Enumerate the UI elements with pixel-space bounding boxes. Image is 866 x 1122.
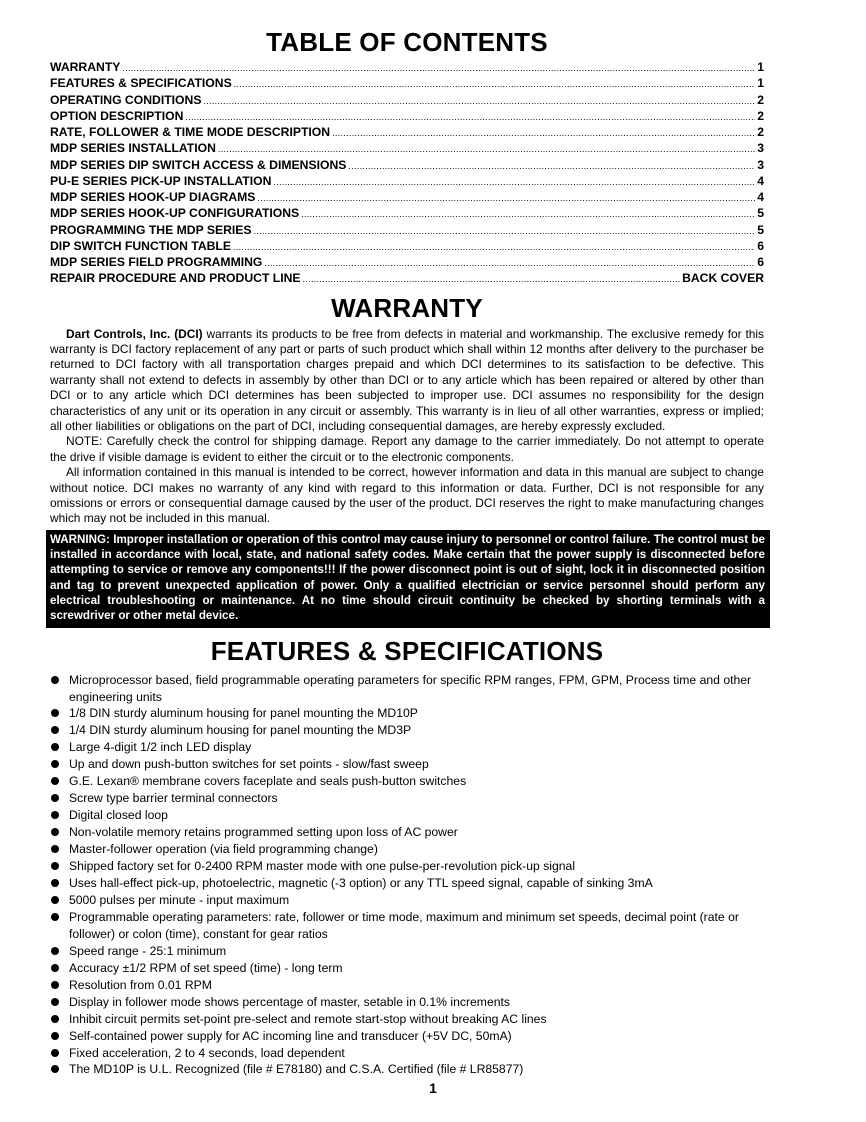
toc-entry-label: MDP SERIES HOOK-UP CONFIGURATIONS [50, 206, 300, 221]
bullet-icon [51, 760, 59, 768]
feature-item [50, 858, 764, 875]
feature-text: Microprocessor based, field programmable operating parameters for specific RPM ranges, FPM, GPM, Process time and other engineering units [69, 672, 752, 704]
feature-text: Master-follower operation (via field programming change) [69, 842, 378, 857]
feature-text: Shipped factory set for 0-2400 RPM master mode with one pulse-per-revolution pick-up signal [69, 859, 576, 874]
toc-leader-dots [218, 142, 755, 157]
toc-entry-label: MDP SERIES HOOK-UP DIAGRAMS [50, 190, 256, 204]
toc-leader-dots [122, 61, 755, 76]
bullet-icon [51, 811, 59, 819]
toc-entry-page: 5 [757, 206, 764, 221]
warranty-paragraph [50, 327, 764, 435]
toc-leader-dots [303, 272, 681, 287]
toc-entry [50, 174, 764, 190]
feature-item [50, 994, 764, 1011]
feature-item [50, 1045, 764, 1062]
bullet-icon [51, 1032, 59, 1040]
feature-text: G.E. Lexan® membrane covers faceplate and seals push-button switches [69, 774, 467, 789]
toc-leader-dots [233, 240, 755, 255]
bullet-icon [51, 1015, 59, 1023]
toc-entry-label: FEATURES & SPECIFICATIONS [50, 76, 232, 91]
toc-entry-label: PROGRAMMING THE MDP SERIES [50, 222, 252, 237]
feature-item [50, 807, 764, 824]
toc-entry-page: 2 [757, 92, 764, 107]
feature-item [50, 790, 764, 807]
bullet-icon [51, 964, 59, 972]
bullet-icon [51, 1065, 59, 1073]
toc-entry [50, 206, 764, 222]
feature-text: Fixed acceleration, 2 to 4 seconds, load dependent [69, 1045, 345, 1060]
warranty-title: WARRANTY [331, 292, 483, 323]
toc-entry-label: RATE, FOLLOWER & TIME MODE DESCRIPTION [50, 125, 331, 139]
toc-entry [50, 223, 764, 239]
toc-entry-page: 1 [757, 76, 764, 91]
feature-item [50, 773, 764, 790]
document-page [50, 26, 764, 1078]
feature-text: Speed range - 25:1 minimum [69, 943, 227, 958]
bullet-icon [51, 777, 59, 785]
feature-text: Up and down push-button switches for set points - slow/fast sweep [69, 757, 429, 772]
bullet-icon [51, 998, 59, 1006]
company-name: Dart Controls, Inc. (DCI) [66, 326, 203, 341]
bullet-icon [51, 828, 59, 836]
bullet-icon [51, 845, 59, 853]
toc-leader-dots [301, 207, 755, 222]
bullet-icon [51, 676, 59, 684]
toc-entry-page: 2 [757, 108, 764, 123]
feature-text: Uses hall-effect pick-up, photoelectric, magnetic (-3 option) or any TTL speed signal, capable of sinking 3mA [69, 876, 653, 890]
bullet-icon [51, 726, 59, 734]
toc-entry [50, 93, 764, 109]
toc-entry [50, 190, 764, 206]
bullet-icon [51, 913, 59, 921]
feature-text: Digital closed loop [69, 808, 168, 823]
toc-entry-page: 4 [757, 190, 764, 204]
toc-entry-label: REPAIR PROCEDURE AND PRODUCT LINE [50, 271, 301, 286]
toc-entry [50, 255, 764, 271]
toc-entry [50, 125, 764, 141]
toc-entry [50, 141, 764, 157]
toc-entry-page: BACK COVER [682, 271, 764, 286]
feature-item [50, 705, 764, 722]
page-number: 1 [429, 1080, 437, 1096]
toc-leader-dots [185, 110, 755, 125]
toc-leader-dots [348, 159, 755, 174]
feature-text: Programmable operating parameters: rate, follower or time mode, maximum and minimum set speeds, decimal point (rate or follower) or colon (time), constant for gear ratios [69, 909, 739, 941]
toc-leader-dots [234, 77, 756, 92]
warranty-text: warrants its products to be free from defects in material and workmanship. The exclusive remedy for this warranty is DCI factory replacement of any part or parts of such product which shall within 12 months after delivery to the purchaser be returned to DCI factory with all transportation charges prepaid and which DCI determines to its satisfaction to be defective. This warranty shall not extend to defects in assembly by other than DCI or to any article which has been repaired or altered by other than DCI or to any article which DCI determines has been subjected to improper use. DCI assumes no responsibility for the design characteristics of any unit or its operation in any circuit or assembly. This warranty is in lieu of all other warranties, express or implied; all other liabilities or obligations on the part of DCI, including consequential damages, are hereby expressly excluded. [50, 326, 764, 433]
feature-text: Accuracy ±1/2 RPM of set speed (time) - long term [69, 960, 343, 975]
bullet-icon [51, 896, 59, 904]
toc-entry-page: 6 [757, 255, 764, 269]
bullet-icon [51, 794, 59, 802]
toc-entry-label: MDP SERIES INSTALLATION [50, 141, 216, 156]
disclaimer-paragraph: All information contained in this manual is intended to be correct, however information and data in this manual are subject to change without notice. DCI makes no warranty of any kind with regard to this information or data. Further, DCI is not responsible for any omissions or errors or consequential damage caused by the user of the product. DCI reserves the right to make manufacturing changes which may not be included in this manual. [50, 465, 764, 526]
feature-text: Large 4-digit 1/2 inch LED display [69, 740, 252, 755]
toc-title: TABLE OF CONTENTS [266, 27, 548, 57]
warning-box: WARNING: Improper installation or operation of this control may cause injury to personnel or control failure. The control must be installed in accordance with local, state, and national safety codes. Make certain that the power supply is disconnected before attempting to service or remove any components!!! If the power disconnect point is out of sight, lock it in disconnected position and tag to prevent unexpected application of power. Only a qualified electrician or service personnel should perform any electrical troubleshooting or maintenance. At no time should circuit continuity be checked by shorting terminals with a screwdriver or other metal device. [46, 530, 770, 628]
toc-entry [50, 76, 764, 92]
feature-item [50, 892, 764, 909]
feature-item [50, 824, 764, 841]
toc-entry [50, 158, 764, 174]
feature-item [50, 943, 764, 960]
toc-entry-page: 4 [757, 173, 764, 188]
toc-leader-dots [332, 126, 755, 141]
feature-text: Resolution from 0.01 RPM [69, 977, 212, 992]
toc-entry-label: DIP SWITCH FUNCTION TABLE [50, 238, 231, 253]
feature-item [50, 909, 764, 943]
feature-item [50, 756, 764, 773]
feature-list [50, 672, 764, 1079]
feature-text: Inhibit circuit permits set-point pre-select and remote start-stop without breaking AC lines [69, 1011, 547, 1026]
toc-entry [50, 271, 764, 287]
toc-leader-dots [264, 256, 755, 271]
feature-item [50, 1011, 764, 1028]
toc-entry-label: OPERATING CONDITIONS [50, 92, 202, 107]
features-title: FEATURES & SPECIFICATIONS [210, 635, 604, 666]
shipping-note: NOTE: Carefully check the control for shipping damage. Report any damage to the carrier immediately. Do not attempt to operate the drive if visible damage is evident to either the circuit or to the electronic components. [50, 434, 764, 464]
feature-item [50, 1061, 764, 1078]
feature-item [50, 841, 764, 858]
toc-entry [50, 60, 764, 76]
toc-entry-page: 3 [757, 141, 764, 156]
toc-leader-dots [257, 191, 755, 206]
bullet-icon [51, 879, 59, 887]
toc-entry-page: 6 [757, 238, 764, 253]
toc-entry-label: PU-E SERIES PICK-UP INSTALLATION [50, 173, 272, 188]
toc-leader-dots [254, 224, 756, 239]
toc-entry-label: MDP SERIES DIP SWITCH ACCESS & DIMENSIONS [50, 157, 347, 172]
bullet-icon [51, 947, 59, 955]
feature-text: 1/8 DIN sturdy aluminum housing for panel mounting the MD10P [69, 706, 418, 721]
feature-item [50, 1028, 764, 1045]
feature-item [50, 977, 764, 994]
feature-text: 1/4 DIN sturdy aluminum housing for panel mounting the MD3P [69, 723, 412, 738]
feature-item [50, 960, 764, 977]
bullet-icon [51, 709, 59, 717]
toc-entry-page: 2 [757, 125, 764, 139]
toc-entry [50, 239, 764, 255]
bullet-icon [51, 981, 59, 989]
feature-item [50, 722, 764, 739]
bullet-icon [51, 1049, 59, 1057]
feature-text: 5000 pulses per minute - input maximum [69, 892, 290, 907]
feature-text: Self-contained power supply for AC incoming line and transducer (+5V DC, 50mA) [69, 1028, 512, 1043]
feature-item [50, 739, 764, 756]
toc-entry-label: MDP SERIES FIELD PROGRAMMING [50, 255, 263, 269]
bullet-icon [51, 862, 59, 870]
feature-text: Screw type barrier terminal connectors [69, 791, 278, 806]
feature-text: Display in follower mode shows percentage of master, setable in 0.1% increments [69, 994, 510, 1009]
toc-list [50, 60, 764, 288]
feature-item [50, 875, 764, 892]
toc-leader-dots [273, 175, 755, 190]
toc-entry-page: 3 [757, 157, 764, 172]
feature-text: Non-volatile memory retains programmed setting upon loss of AC power [69, 825, 458, 840]
feature-text: The MD10P is U.L. Recognized (file # E78180) and C.S.A. Certified (file # LR85877) [69, 1062, 524, 1077]
feature-item [50, 672, 764, 706]
bullet-icon [51, 743, 59, 751]
toc-entry-page: 1 [757, 60, 764, 74]
toc-entry-label: WARRANTY [50, 60, 121, 74]
toc-entry-label: OPTION DESCRIPTION [50, 108, 184, 123]
toc-entry [50, 109, 764, 125]
toc-leader-dots [203, 94, 755, 109]
toc-entry-page: 5 [757, 222, 764, 237]
